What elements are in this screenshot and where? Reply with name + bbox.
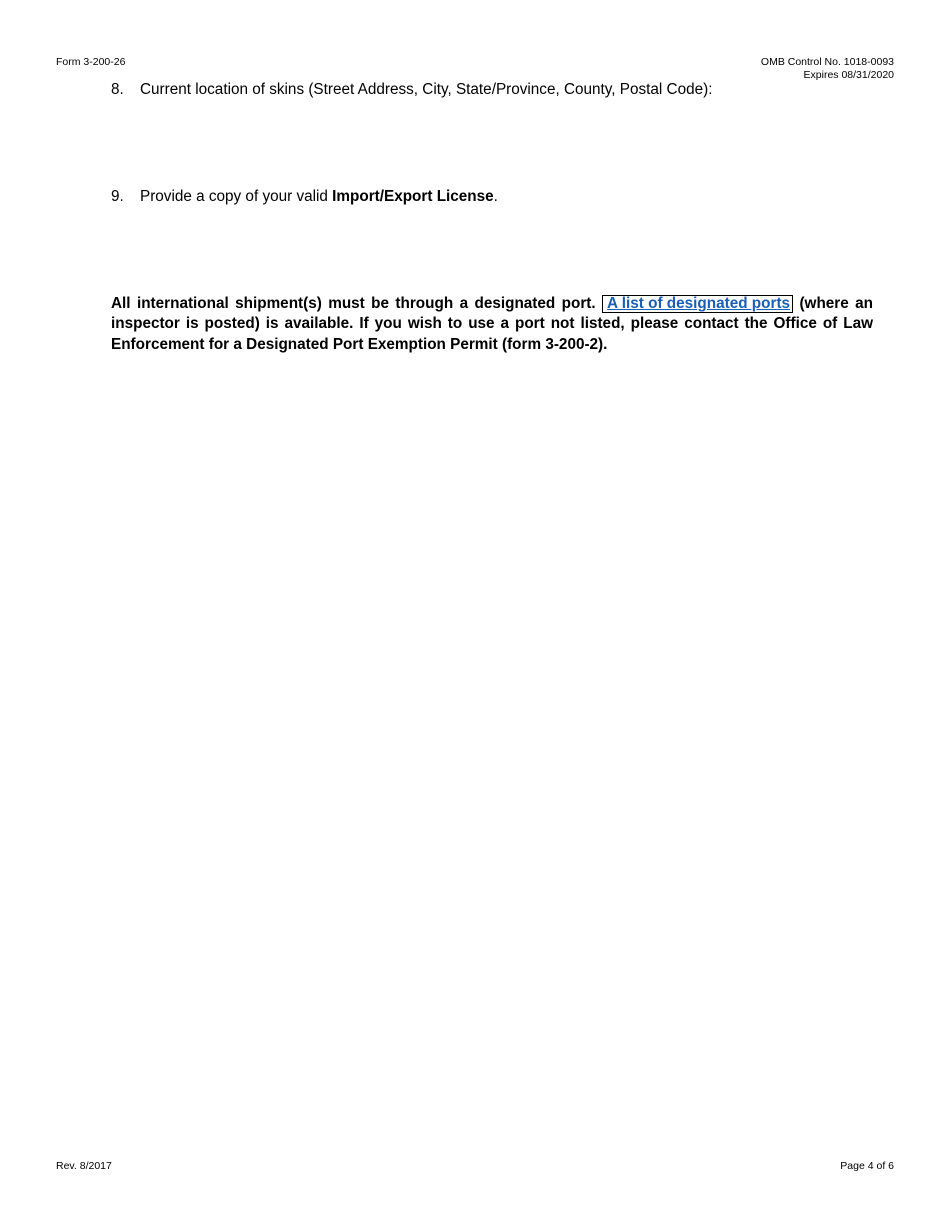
question-9-number: 9. bbox=[111, 188, 124, 205]
question-9-text-after: . bbox=[493, 188, 498, 205]
notice-line-1-text: All international shipment(s) must be through a designated port. bbox=[111, 295, 596, 312]
question-8 bbox=[111, 81, 712, 99]
question-8-number: 8. bbox=[111, 81, 124, 98]
notice-line-2: inspector is posted) is available. If you wish to use a port not listed, please contact the Office of Law bbox=[111, 315, 873, 333]
notice-line-1 bbox=[111, 294, 873, 314]
form-number: Form 3-200-26 bbox=[56, 56, 126, 68]
designated-ports-link[interactable]: A list of designated ports bbox=[602, 295, 793, 313]
notice-line-3: Enforcement for a Designated Port Exemption Permit (form 3-200-2). bbox=[111, 335, 608, 353]
notice-line-1-tail: (where an bbox=[799, 295, 874, 312]
question-9 bbox=[111, 188, 498, 206]
page-number: Page 4 of 6 bbox=[840, 1160, 894, 1172]
question-9-license-label: Import/Export License bbox=[332, 188, 494, 205]
question-8-text: Current location of skins (Street Address, City, State/Province, County, Postal Code): bbox=[140, 81, 713, 98]
question-9-text-before: Provide a copy of your valid bbox=[140, 188, 333, 205]
omb-header bbox=[761, 56, 894, 82]
omb-control-number: OMB Control No. 1018-0093 bbox=[760, 56, 894, 68]
designated-port-notice bbox=[111, 294, 873, 355]
revision-date: Rev. 8/2017 bbox=[56, 1160, 112, 1172]
expiration-date: Expires 08/31/2020 bbox=[803, 69, 894, 81]
